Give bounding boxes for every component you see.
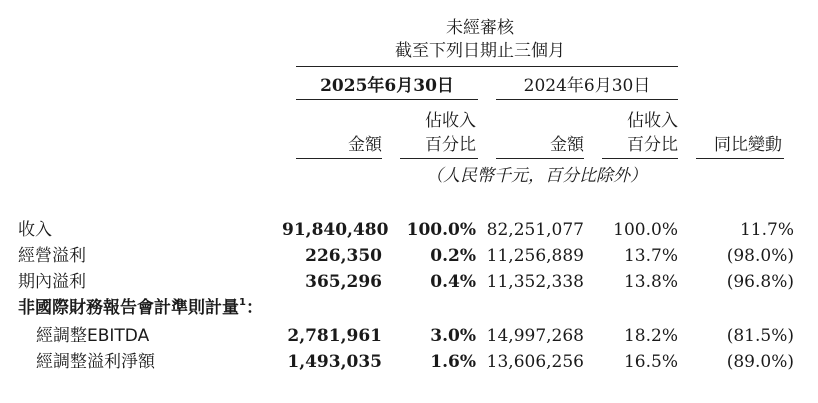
col-header-prior-amount: 金額 [550, 135, 584, 155]
col-header-prior-pct-1: 佔收入 [627, 111, 678, 131]
col-rule-prior-pct [602, 158, 678, 159]
header-title-unaudited: 未經審核 [446, 18, 514, 38]
col-rule-cur-pct [400, 158, 478, 159]
non-ifrs-heading-text: 非國際財務報告會計準則計量 [18, 298, 239, 318]
cur-pct: 3.0% [430, 326, 476, 346]
row-label: 收入 [18, 220, 52, 240]
period-prior-rule [496, 99, 678, 100]
prior-amount: 11,256,889 [486, 246, 584, 266]
cur-pct: 1.6% [430, 352, 476, 372]
col-header-cur-pct-2: 百分比 [425, 135, 476, 155]
cur-amount: 1,493,035 [287, 352, 382, 372]
non-ifrs-heading-colon: ： [245, 298, 263, 318]
prior-amount: 11,352,338 [486, 272, 584, 292]
cur-pct: 100.0% [406, 220, 476, 240]
col-header-yoy: 同比變動 [714, 135, 782, 155]
period-current-rule [296, 99, 478, 100]
cur-amount: 91,840,480 [282, 220, 389, 240]
unit-note: （人民幣千元，百分比除外） [426, 166, 647, 186]
yoy-change: (96.8%) [726, 272, 794, 292]
prior-amount: 14,997,268 [486, 326, 584, 346]
prior-amount: 82,251,077 [486, 220, 584, 240]
col-rule-yoy [696, 158, 784, 159]
period-prior-label: 2024年6月30日 [523, 76, 651, 96]
yoy-change: (89.0%) [726, 352, 794, 372]
non-ifrs-heading [18, 298, 263, 318]
yoy-change: (98.0%) [726, 246, 794, 266]
col-header-cur-amount: 金額 [348, 135, 382, 155]
cur-pct: 0.4% [430, 272, 476, 292]
col-header-cur-pct-1: 佔收入 [425, 111, 476, 131]
footnote-mark: 1 [239, 297, 246, 308]
row-label: 期內溢利 [18, 272, 86, 292]
header-rule [296, 66, 678, 67]
cur-amount: 365,296 [305, 272, 382, 292]
prior-pct: 13.8% [623, 272, 678, 292]
prior-pct: 18.2% [623, 326, 678, 346]
col-rule-prior-amount [496, 158, 584, 159]
prior-amount: 13,606,256 [486, 352, 584, 372]
row-label: 經調整溢利淨額 [36, 352, 155, 372]
row-label: 經調整EBITDA [36, 326, 150, 346]
prior-pct: 16.5% [623, 352, 678, 372]
prior-pct: 100.0% [613, 220, 678, 240]
yoy-change: (81.5%) [726, 326, 794, 346]
cur-pct: 0.2% [430, 246, 476, 266]
col-header-prior-pct-2: 百分比 [627, 135, 678, 155]
prior-pct: 13.7% [623, 246, 678, 266]
yoy-change: 11.7% [739, 220, 794, 240]
cur-amount: 226,350 [305, 246, 382, 266]
row-label: 經營溢利 [18, 246, 86, 266]
header-title-period: 截至下列日期止三個月 [395, 41, 565, 61]
cur-amount: 2,781,961 [287, 326, 382, 346]
period-current-label: 2025年6月30日 [320, 76, 454, 96]
col-rule-cur-amount [296, 158, 382, 159]
